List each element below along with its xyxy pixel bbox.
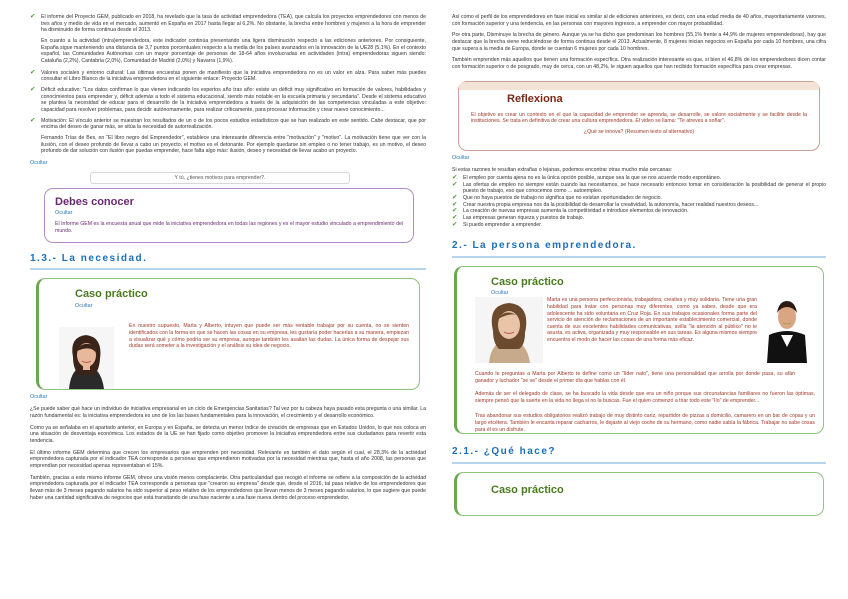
check-icon: ✔	[30, 85, 36, 93]
box-title: Caso práctico	[75, 288, 148, 301]
list-item: ✔ Motivación: El vínculo anterior se muestran los resultados de un o de los pocos estudios estadísticos que se han realizado en este sentido. Cabe destacar, que por encima del deseo de ganar más, se sitúa la necesidad de autorrealización.	[30, 116, 426, 131]
ocultar-link[interactable]: Ocultar	[30, 159, 48, 166]
paragraph: Como ya se señalaba en el apartado anterior, en Europa y en España, se detecta un menor índice de creación de empresas que en Estados Unidos, lo que nos coloca en una situación de desventaja económica. Los estados de la UE se han fijado como objetivo promover la iniciativa emprendedora entre sus ciudadanos para revertir esta tendencia.	[30, 424, 426, 444]
check-icon: ✔	[30, 68, 36, 76]
ocultar-link[interactable]: Ocultar	[55, 210, 73, 217]
box-text: El Informe GEM es la encuesta anual que mide la iniciativa emprendedora en todas las regiones y es el mayor estudio vinculado a emprendimiento del mundo.	[55, 221, 403, 235]
box-band	[459, 82, 819, 90]
debes-conocer-box	[44, 188, 414, 242]
paragraph: También emprenden más aquellos que tienen una formación específica. Otra realización interesante es que, si bien el 46,8% de los emprendedores dicen contar con formación superior o de posgrado, muy de cerca, con un 48,2%, le siguen aquellos que han recibido formación específica para crear empresas.	[452, 57, 826, 70]
check-icon: ✔	[30, 116, 36, 124]
box-title: Debes conocer	[55, 196, 134, 209]
box-text: Además de ser el delegado de clase, se ha buscado la vida desde que era un niño porque sus circunstancias familiares no fueron las óptimas, siempre pensó que la suerte en la vida no llega si no la buscas. Fue el quien comenzó a tirar todo este "lío" de emprender...	[475, 391, 815, 404]
section-heading: 1.3.- La necesidad.	[30, 253, 426, 271]
caso-practico-box	[36, 278, 420, 390]
list-item: ✔ Las empresas generan riqueza y puestos de trabajo.	[452, 214, 585, 222]
section-heading: 2.1.- ¿Qué hace?	[452, 446, 826, 464]
paragraph: Por otra parte, Disminuye la brecha de género. Aunque ya se ha dicho que predominan los hombres (55,1% frente a 44,9% de mujeres emprendedoras), hay que destacar que la brecha viene reduciéndose de forma continua desde el 2013. Actualmente, 8 mujeres inician negocios en España por cada 10 hombres, una cifra que supera a la media de Europa, donde se cuentan 6 mujeres por cada 10 hombres.	[452, 32, 826, 52]
list-item: ✔ El informe del Proyecto GEM, publicado en 2018, ha revelado que la tasa de actividad emprendedora (TEA), que calcula los proyectos emprendedores con menos de tres años y medio de vida en el mercado, aumentó en España en 2017 hasta llegar al 6,2%. No obstante, la brecha entre hombres y mujeres a la hora de emprender ha disminuido de forma continua desde el 2013.	[30, 13, 426, 34]
ocultar-link[interactable]: Ocultar	[75, 302, 93, 309]
paragraph: El último informe GEM determina que crecen los empresarios que emprenden por necesidad. Relevante es también el dato según el cual, el 28,3% de la actividad emprendedora capturada por el indicador TEA corresponde a personas que emprendieron motivadas por la necesidad mientras que, hasta el año 2008, las personas que emprendían por necesidad apenas representaban el 15%.	[30, 449, 426, 469]
paragraph: Fernando Trías de Bes, en "El libro negro del Emprendedor", establece una interesante diferencia entre "motivación" y "motivo". La motivación tiene que ver con la ilusión, con el deseo profundo de llevar a cabo un proyecto, el motivo es el detonante. Por ejemplo quedarse sin empleo o no tener trabajo, es un motivo, el deseo profundo de dar solución con ilusión que puedas emprender, hace falta algo más: ilusión, deseo y necesidad de llevar acabo un proyecto.	[41, 134, 426, 155]
box-question: ¿Qué se innova? (Resumen texto al alternativo)	[583, 128, 695, 135]
list-item: ✔ Déficit educativo: "Los datos confirman lo que vienen indicando los expertos año tras año: existe un déficit muy significativo en formación de valores, habilidades y conocimientos para emprender y, déficit además a todo el sistema educacional, siendo más notable en la escuela primaria y secundaria". Desde el sistema educativo se plantea la necesidad de educar para el desarrollo de la iniciativa emprendedora a través de la adquisición de las competencias vinculadas a este objetivo: capacidad para resolver problemas, para decidir autónomamente, para realizar críticamente, para procesar información y crear nuevo conocimiento...	[30, 85, 426, 113]
paragraph: ¿Se puede saber qué hace un individuo de iniciativa empresarial en un ciclo de Emergencias Sanitarias? Tal vez por tu cabeza haya pasado esta pregunta o una similar. La razón fundamental es: la iniciativa emprendedora es uno de los las bases fundamentales para la innovación, el crecimiento y el desarrollo económico.	[30, 406, 426, 420]
check-icon: ✔	[452, 200, 458, 208]
box-text: En nuestro supuesto, Marta y Alberto, intuyen que puede ser más rentable trabajar por su cuenta, no se sienten identificados con la forma en que se hacen las cosas en su empresa, les gustaría poder hacerlas a su manera, empiezan a visualizar qué y cómo podría ser su empresa, aunque también les asaltan las dudas. La única forma de despejar sus dudas será someter a la investigación y el análisis su idea de negocio.	[129, 323, 409, 350]
box-text: El objetivo es crear un contexto en el que la capacidad de emprender se aprenda, se desarrolle, se valore socialmente y se facilite desde la instituciones. Se trata en definitiva de crear una cultura emprendedora. El video se llama: "Te atreves a soñar".	[471, 111, 807, 125]
check-icon: ✔	[452, 180, 458, 188]
alberto-photo	[763, 297, 811, 363]
box-title: Reflexiona	[507, 92, 563, 105]
list-item: ✔ La creación de nuevas empresas aumenta la competitividad e introduce elementos de innovación.	[452, 207, 689, 215]
right-column	[452, 14, 826, 516]
check-icon: ✔	[452, 214, 458, 222]
paragraph: Así como el perfil de los emprendedores en fase inicial es similar al de ediciones anteriores, es decir, con una edad media de 40 años, mayoritariamente varones, con formación superior y una tendencia, en las personas con mayores ingresos, a emprender con mayor probabilidad.	[452, 14, 826, 27]
caso-practico-box	[454, 472, 824, 516]
list-item: ✔ Valores sociales y entorno cultural: Las últimas encuestas ponen de manifiesto que la iniciativa emprendedora no es un valor en alza. Para saber más puedes consultar el Libro Blanco de la iniciativa emprendedora en el siguiente enlace: Proyecto GEM.	[30, 68, 426, 83]
box-text: Marta es una persona perfeccionista, trabajadora, creativa y muy solidaria. Tiene una gran habilidad para tratar con personas muy diferentes, como ya sabes, desde que era adolescente ha sido voluntaria en Cruz Roja. En sus trabajos ocasionales forma parte del servicio de atención de reclamaciones de un importante establecimiento comercial, donde cuenta de sus excelentes habilidades comunicativas, avilla "la atención al público" no le asusta, es activa, organizada y muy responsable en sus tareas. Es alguna mismos siempre encuentra el modo de hacer las cosas de una forma más eficaz.	[547, 297, 757, 344]
left-column	[30, 14, 426, 506]
paragraph: También, gracias a este mismo informe GEM, ofrece una visión menos complaciente. Otra particularidad que recogió el informe se refiere a la composición de la actividad emprendedora capturada por el indicador TEA corresponde a personas que "crearon su empresa" desde que, desde el 2016, tal pasa relativo de los emprendedores que llevan más de 3 meses pagando salarios ha sido superior al peso relativo de los emprendedores que llevan menos de 3 meses pagando salarios, lo que sugiere que puede haber una cantidad significativa de negocios que está transitando de una fase naciente a una fase nueva dentro del proceso emprendedor.	[30, 474, 426, 501]
box-title: Caso práctico	[491, 276, 564, 289]
paragraph: En cuanto a la actividad (intra)emprendedora, este indicador continúa presentando una ligera disminución respecto a las ediciones anteriores. Por consiguiente, España sigue manteniendo una distancia de 3,7 puntos porcentuales respecto a la media de los países avanzados en la innovación de la UE28 (5,1%). En el contexto español, las Comunidades Autónomas con un mayor porcentaje de personas de 18-64 años involucradas en actividades (intra) emprendedoras siguen siendo: Cataluña (2,2%), Cantabria (2,0%), Comunidad de Madrid (2,0%) y Navarra (1,9%).	[41, 37, 426, 64]
reflexiona-box	[458, 81, 820, 151]
check-icon: ✔	[452, 194, 458, 202]
check-icon: ✔	[452, 207, 458, 215]
section-heading: 2.- La persona emprendedora.	[452, 240, 826, 258]
box-title: Caso práctico	[491, 484, 564, 496]
box-text: Cuando le preguntas a Marta por Alberto te define como un "líder nato", tiene una personalidad que arrolla por donde pasa, su afán ganador y luchador "se ve" desde el primer día que hablas con él.	[475, 371, 795, 384]
list-item: ✔ Crear nuestra propia empresa nos da la posibilidad de desarrollar la creatividad, la autonomía, hacer realidad nuestros deseos...	[452, 200, 759, 208]
ocultar-link[interactable]: Ocultar	[30, 394, 48, 401]
list-item: ✔ Las ofertas de empleo no siempre están cuando las necesitamos, se hace necesario entonces tomar en consideración la posibilidad de generar el propio puesto de trabajo, eso que conocemos como ... autoempleo.	[452, 180, 826, 195]
ocultar-link[interactable]: Ocultar	[491, 290, 509, 297]
box-text: Tras abandonar sus estudios obligatorios realizó trabajo de muy distinto cariz, repartidor de pizzas a domicilio, camarero en un bar de copas y un largo etcétera. También le encanta reparar cacharros, le dejaste al viejo coche de su hermano, como nadie sabía la fábrica. Trabajar no sabe cosas para él es un disfrute.	[475, 413, 815, 433]
list-item: ✔ El empleo por cuenta ajena no es la única opción posible, aunque sea la que se nos acuerde modo espontáneo.	[452, 174, 722, 182]
caso-practico-box	[454, 266, 824, 434]
check-icon: ✔	[452, 174, 458, 182]
paragraph: Si estas razones te resultan extrañas o lejanas, podemos encontrar otras mucho más cercanas:	[452, 166, 673, 173]
ocultar-link[interactable]: Ocultar	[452, 154, 470, 161]
prompt-box: Y tú, ¿tienes motivos para emprender?.	[90, 172, 350, 185]
list-item: ✔ Si puedo emprender a emprender.	[452, 220, 543, 228]
list-item: ✔ Que no haya puestos de trabajo no significa que no existan oportunidades de negocio.	[452, 194, 662, 202]
marta-photo	[59, 327, 114, 389]
marta-photo	[475, 297, 543, 363]
check-icon: ✔	[30, 13, 36, 20]
check-icon: ✔	[452, 220, 458, 228]
